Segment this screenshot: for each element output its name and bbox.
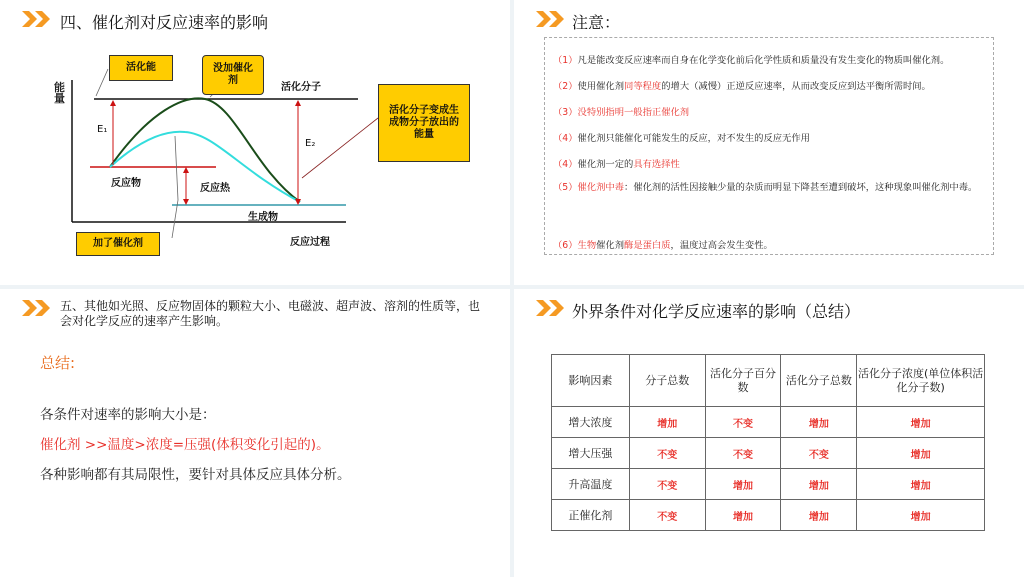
note-text: 酶是蛋白质: [624, 240, 671, 251]
summary-table-heading: 外界条件对化学反应速率的影响（总结）: [572, 302, 861, 321]
note-text: 使用催化剂: [577, 81, 625, 92]
note-item: [553, 78, 931, 92]
table-row: [552, 407, 985, 438]
note-number: （3）: [553, 107, 578, 118]
value-cell: 增加: [857, 438, 985, 469]
note-number: （2）: [553, 81, 578, 92]
notes-box: [544, 37, 994, 255]
note-text: 催化剂中毒: [577, 182, 625, 193]
value-cell: 不变: [629, 438, 705, 469]
note-text: 具有选择性: [633, 159, 680, 170]
x-axis-label: 反应过程: [290, 237, 330, 248]
factor-cell: 增大压强: [552, 438, 630, 469]
summary-line-1: 各条件对速率的影响大小是：: [40, 407, 216, 423]
summary-title: 总结:: [40, 354, 76, 372]
note-item: [553, 176, 993, 200]
activated-molecule-label: 活化分子: [281, 82, 321, 93]
factor-cell: 增大浓度: [552, 407, 630, 438]
note-text: 催化剂: [596, 240, 625, 251]
value-cell: 不变: [629, 469, 705, 500]
table-row: [552, 438, 985, 469]
slide-other-factors: [0, 289, 510, 577]
table-row: [552, 469, 985, 500]
slide-catalyst-diagram: [0, 0, 510, 285]
note-text: 催化剂一定的: [577, 159, 634, 170]
factor-cell: 升高温度: [552, 469, 630, 500]
notes-heading: 注意：: [572, 13, 621, 32]
value-cell: 不变: [629, 500, 705, 531]
with-catalyst-box: 加了催化剂: [76, 232, 160, 256]
header-cell: 影响因素: [552, 355, 630, 407]
value-cell: 不变: [705, 407, 781, 438]
note-text: ：催化剂的活性因接触少量的杂质而明显下降甚至遭到破坏，这种现象叫催化剂中毒。: [624, 182, 978, 193]
chevron-right-icon: [22, 300, 52, 316]
header-cell: 活化分子总数: [781, 355, 857, 407]
e2-label: E₂: [305, 138, 316, 149]
e1-label: E₁: [97, 124, 108, 135]
header-cell: 分子总数: [629, 355, 705, 407]
table-header-row: [552, 355, 985, 407]
value-cell: 增加: [705, 469, 781, 500]
slide-summary-table: [514, 289, 1024, 577]
note-item: [553, 237, 773, 251]
no-catalyst-box: 没加催化剂: [202, 55, 264, 95]
value-cell: 增加: [857, 469, 985, 500]
value-cell: 不变: [781, 438, 857, 469]
note-text: ，温度过高会发生变性。: [670, 240, 773, 251]
reaction-heat-label: 反应热: [200, 183, 230, 194]
factor-cell: 正催化剂: [552, 500, 630, 531]
note-text: 的增大（减慢）正逆反应速率，从而改变反应到达平衡所需时间。: [661, 81, 931, 92]
slide-notes: [514, 0, 1024, 285]
note-item: [553, 156, 680, 170]
note-text: 凡是能改变反应速率而自身在化学变化前后化学性质和质量没有发生变化的物质叫催化剂。: [577, 55, 950, 66]
value-cell: 增加: [781, 500, 857, 531]
value-cell: 不变: [705, 438, 781, 469]
note-number: （6）: [553, 240, 578, 251]
value-cell: 增加: [857, 407, 985, 438]
summary-line-2: 催化剂 >>温度>浓度=压强(体积变化引起的)。: [40, 437, 330, 453]
note-item: [553, 130, 810, 144]
value-cell: 增加: [857, 500, 985, 531]
note-number: （4）: [553, 133, 578, 144]
note-number: （1）: [553, 55, 578, 66]
value-cell: 增加: [781, 469, 857, 500]
y-axis-label: 能量: [54, 81, 65, 105]
chevron-right-icon: [536, 11, 566, 27]
header-cell: 活化分子浓度(单位体积活化分子数): [857, 355, 985, 407]
table-row: [552, 500, 985, 531]
other-factors-heading: 五、其他如光照、反应物固体的颗粒大小、电磁波、超声波、溶剂的性质等，也会对化学反应的速率产生影响。: [60, 299, 481, 328]
value-cell: 增加: [781, 407, 857, 438]
summary-line-3: 各种影响都有其局限性，要针对具体反应具体分析。: [40, 467, 351, 483]
note-text: 催化剂只能催化可能发生的反应，对不发生的反应无作用: [577, 133, 810, 144]
product-label: 生成物: [248, 212, 278, 223]
reactant-label: 反应物: [111, 178, 141, 189]
note-number: （4）: [553, 159, 578, 170]
section-heading: 四、催化剂对反应速率的影响: [60, 13, 269, 32]
note-item: [553, 52, 949, 66]
value-cell: 增加: [705, 500, 781, 531]
note-number: （5）: [553, 182, 578, 193]
activation-energy-box: 活化能: [109, 55, 173, 81]
chevron-right-icon: [536, 300, 566, 316]
rate-factors-table: [551, 354, 985, 531]
header-cell: 活化分子百分数: [705, 355, 781, 407]
value-cell: 增加: [629, 407, 705, 438]
energy-release-box: 活化分子变成生成物分子放出的能量: [378, 84, 470, 162]
note-text: 同等程度: [624, 81, 662, 92]
note-text: 生物: [577, 240, 597, 251]
note-text: 没特别指明一般指正催化剂: [577, 107, 690, 118]
note-item: [553, 104, 689, 118]
